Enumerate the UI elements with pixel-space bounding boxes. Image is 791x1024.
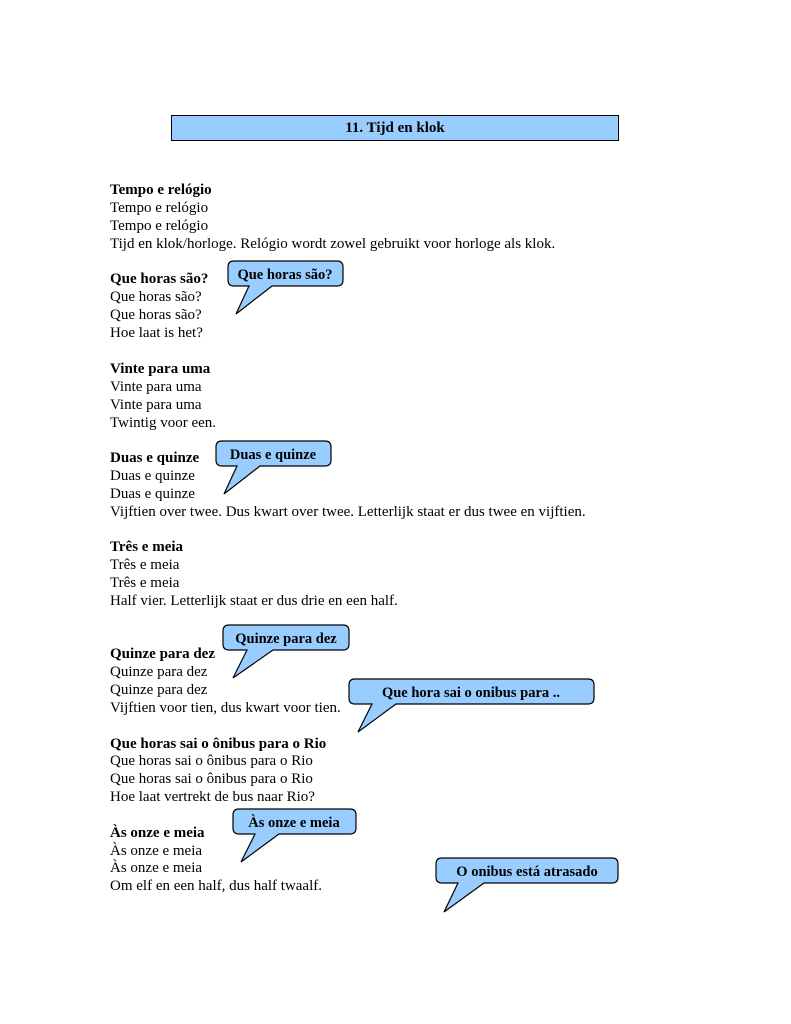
section-heading: Vinte para uma [110, 361, 211, 377]
speech-bubble [216, 441, 331, 494]
translation-line: Hoe laat is het? [110, 325, 203, 341]
section-heading: Às onze e meia [110, 825, 205, 841]
translation-line: Half vier. Letterlijk staat er dus drie en een half. [110, 593, 398, 609]
section-heading: Duas e quinze [110, 450, 200, 466]
translation-line: Om elf en een half, dus half twaalf. [110, 878, 322, 894]
bubble-text: Às onze e meia [248, 815, 340, 831]
bubble-text: Que hora sai o onibus para .. [381, 685, 561, 701]
bubble-text: Quinze para dez [235, 631, 337, 647]
phrase-line: Quinze para dez [110, 682, 208, 698]
translation-line: Vijftien voor tien, dus kwart voor tien. [110, 700, 341, 716]
phrase-line: Vinte para uma [110, 397, 202, 413]
speech-bubble [233, 809, 356, 862]
translation-line: Hoe laat vertrekt de bus naar Rio? [110, 789, 315, 805]
bubble-text: Duas e quinze [229, 447, 317, 463]
speech-bubble [228, 261, 343, 314]
section-heading: Que horas são? [110, 271, 209, 287]
phrase-line: Tempo e relógio [110, 200, 209, 216]
phrase-line: Às onze e meia [110, 860, 203, 876]
phrase-line: Duas e quinze [110, 468, 195, 484]
phrase-line: Três e meia [110, 557, 180, 573]
phrase-line: Às onze e meia [110, 843, 203, 859]
speech-bubble [349, 679, 594, 732]
phrase-line: Vinte para uma [110, 379, 202, 395]
section-heading: Que horas sai o ônibus para o Rio [110, 736, 327, 752]
translation-line: Vijftien over twee. Dus kwart over twee. Letterlijk staat er dus twee en vijftien. [110, 504, 586, 520]
speech-bubble [223, 625, 349, 678]
section-heading: Quinze para dez [110, 646, 215, 662]
phrase-line: Quinze para dez [110, 664, 208, 680]
section-heading: Tempo e relógio [110, 182, 212, 198]
phrase-line: Que horas são? [110, 307, 202, 323]
translation-line: Twintig voor een. [110, 415, 217, 431]
section-title: 11. Tijd en klok [171, 115, 619, 141]
section-heading: Três e meia [110, 539, 184, 555]
phrase-line: Duas e quinze [110, 486, 195, 502]
phrase-line: Que horas são? [110, 289, 202, 305]
bubble-text: Que horas são? [237, 267, 333, 283]
translation-line: Tijd en klok/horloge. Relógio wordt zowel gebruikt voor horloge als klok. [110, 236, 556, 252]
phrase-line: Que horas sai o ônibus para o Rio [110, 753, 313, 769]
phrase-line: Que horas sai o ônibus para o Rio [110, 771, 313, 787]
speech-bubble [436, 858, 618, 912]
phrase-line: Três e meia [110, 575, 180, 591]
phrase-line: Tempo e relógio [110, 218, 209, 234]
bubble-text: O onibus está atrasado [456, 864, 598, 880]
